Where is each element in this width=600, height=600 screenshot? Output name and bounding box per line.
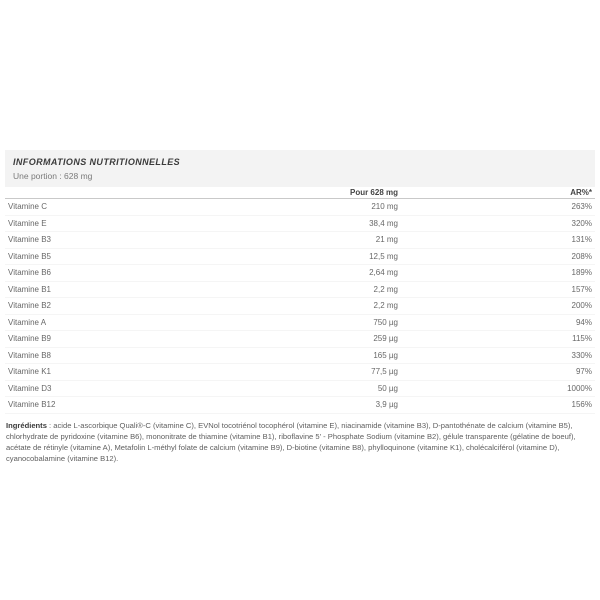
ingredients-text: : acide L-ascorbique Quali®-C (vitamine C), EVNol tocotriénol tocophérol (vitamine E), niacinamide (vitamine B3), D-pantothénate de calcium (vitamine B5), chlorhydrate de pyridoxine (vitamine B6), mononitrate de thiamine (vitamine B1), riboflavine 5' - Phosphate Sodium (vitamine B2), gélule transparente (gélatine de boeuf), acétate de rétinyle (vitamine A), Metafolin L-méthyl folate de calcium (vitamine B9), D-biotine (vitamine B8), phylloquinone (vitamine K1), cholécalciférol (vitamine D), cyanocobalamine (vitamine B12).	[6, 420, 576, 463]
table-row	[5, 199, 595, 216]
vitamin-name: Vitamine B3	[8, 235, 51, 245]
vitamin-amount: 2,2 mg	[373, 301, 398, 311]
nutrition-panel	[5, 150, 595, 464]
vitamin-ar: 156%	[571, 400, 592, 410]
vitamin-name: Vitamine A	[8, 317, 47, 327]
vitamin-name: Vitamine B1	[8, 284, 51, 294]
vitamin-ar: 189%	[571, 268, 592, 278]
panel-title: INFORMATIONS NUTRITIONNELLES	[13, 157, 181, 167]
vitamin-amount: 165 µg	[373, 350, 398, 360]
table-row	[5, 397, 595, 414]
table-header-row	[5, 187, 595, 199]
vitamin-name: Vitamine B8	[8, 350, 51, 360]
vitamin-amount: 259 µg	[373, 334, 398, 344]
vitamin-ar: 157%	[571, 284, 592, 294]
table-row	[5, 232, 595, 249]
portion-size: Une portion : 628 mg	[13, 171, 93, 181]
vitamin-ar: 94%	[575, 317, 592, 327]
vitamin-ar: 263%	[571, 202, 592, 212]
nutrition-header	[5, 150, 595, 187]
table-row	[5, 216, 595, 233]
table-row	[5, 348, 595, 365]
vitamin-ar: 1000%	[567, 383, 592, 393]
table-row	[5, 331, 595, 348]
vitamin-ar: 330%	[571, 350, 592, 360]
vitamin-ar: 208%	[571, 251, 592, 261]
vitamin-ar: 320%	[571, 218, 592, 228]
table-row	[5, 315, 595, 332]
vitamin-ar: 200%	[571, 301, 592, 311]
header-amount: Pour 628 mg	[349, 188, 398, 197]
ingredients-label: Ingrédients	[6, 420, 47, 430]
vitamin-amount: 750 µg	[373, 317, 398, 327]
table-row	[5, 364, 595, 381]
table-row	[5, 381, 595, 398]
table-row	[5, 249, 595, 266]
vitamin-name: Vitamine B9	[8, 334, 51, 344]
vitamin-amount: 2,64 mg	[369, 268, 398, 278]
vitamin-name: Vitamine K1	[8, 367, 51, 377]
table-row	[5, 282, 595, 299]
vitamin-amount: 77,5 µg	[371, 367, 398, 377]
vitamin-amount: 38,4 mg	[369, 218, 398, 228]
vitamin-name: Vitamine B5	[8, 251, 51, 261]
vitamin-amount: 12,5 mg	[369, 251, 398, 261]
table-row	[5, 298, 595, 315]
vitamin-name: Vitamine B6	[8, 268, 51, 278]
vitamin-amount: 210 mg	[371, 202, 398, 212]
vitamin-name: Vitamine B12	[8, 400, 56, 410]
vitamin-ar: 97%	[575, 367, 592, 377]
vitamin-name: Vitamine E	[8, 218, 47, 228]
table-row	[5, 265, 595, 282]
vitamin-ar: 115%	[572, 334, 592, 344]
vitamin-amount: 21 mg	[375, 235, 398, 245]
vitamin-amount: 3,9 µg	[375, 400, 398, 410]
vitamin-amount: 50 µg	[377, 383, 398, 393]
vitamin-name: Vitamine B2	[8, 301, 51, 311]
vitamin-amount: 2,2 mg	[373, 284, 398, 294]
nutrition-table	[5, 187, 595, 414]
vitamin-name: Vitamine C	[8, 202, 47, 212]
header-ar: AR%*	[570, 188, 592, 197]
vitamin-ar: 131%	[571, 235, 592, 245]
vitamin-name: Vitamine D3	[8, 383, 52, 393]
ingredients-paragraph	[5, 420, 595, 464]
